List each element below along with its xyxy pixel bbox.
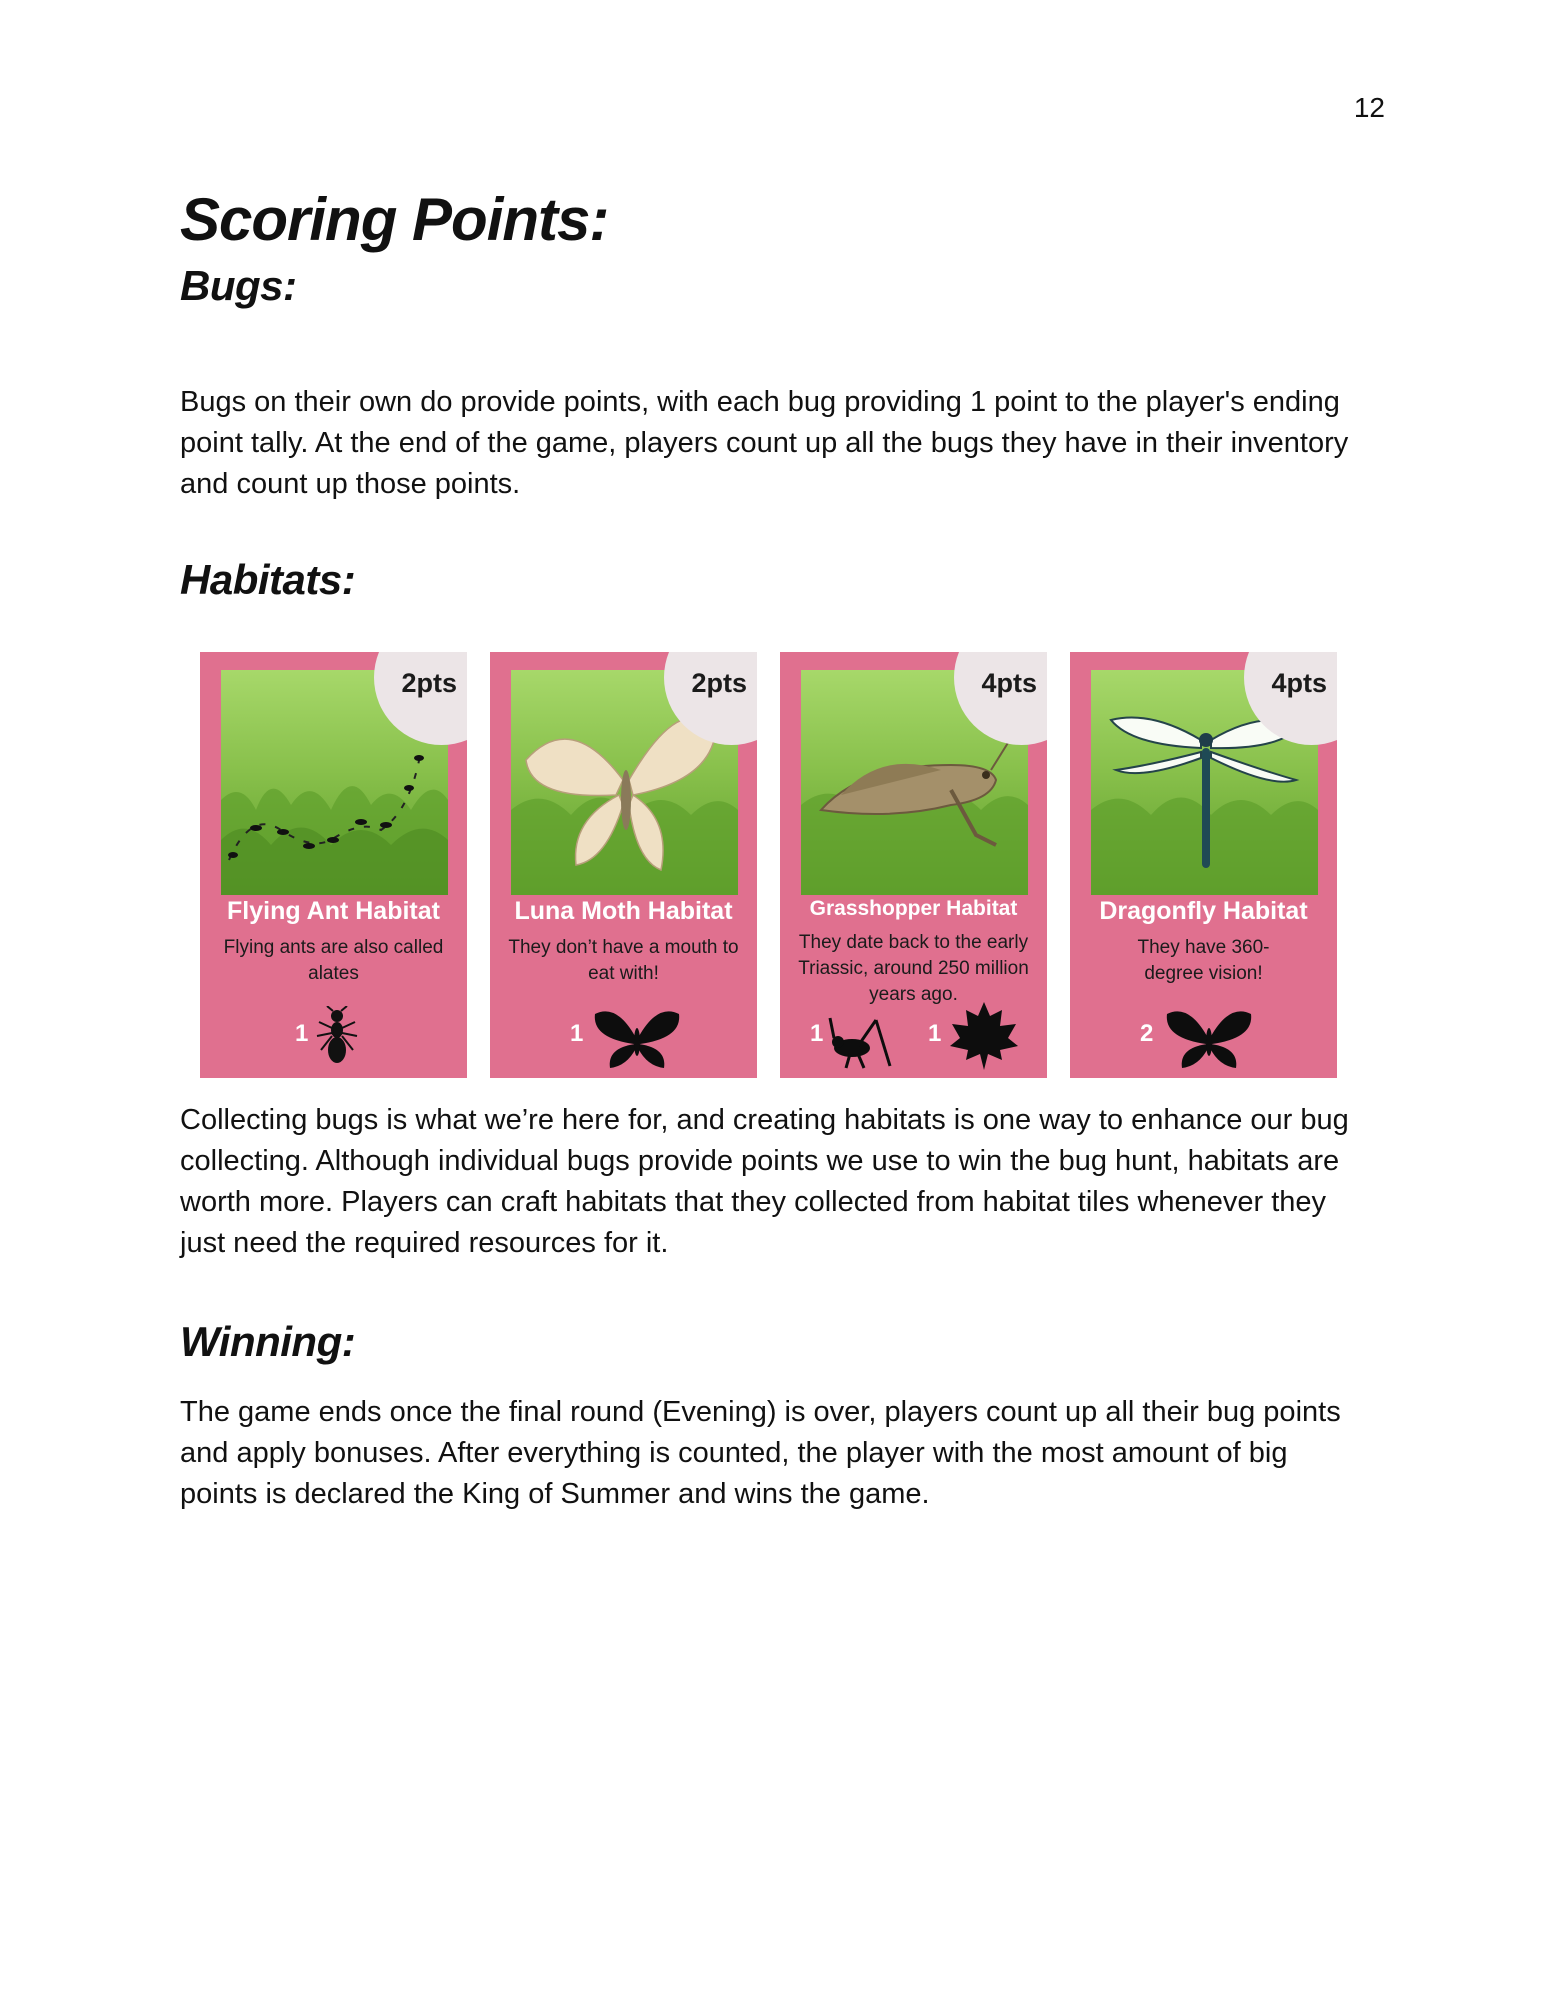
butterfly-icon: [592, 1008, 682, 1070]
card-requirements: [570, 1000, 690, 1070]
winning-paragraph: The game ends once the final round (Evening) is over, players count up all their bug points and apply bonuses. After everything is counted, the player with the most amount of big points is declared the King of Summer and wins the game.: [180, 1396, 1341, 1510]
card-points: 4pts: [981, 668, 1037, 698]
card-name: Flying Ant Habitat: [227, 897, 440, 925]
card-points: 2pts: [691, 668, 747, 698]
requirement-count: 1: [570, 1020, 584, 1047]
habitats-heading: Habitats:: [180, 556, 356, 603]
requirement-count: 2: [1140, 1020, 1154, 1047]
card-points: 4pts: [1271, 668, 1327, 698]
card-points: 2pts: [401, 668, 457, 698]
winning-heading: Winning:: [180, 1318, 356, 1365]
bugs-paragraph: Bugs on their own do provide points, with each bug providing 1 point to the player's ending point tally. At the end of the game, players count up all the bugs they have in their inventory and count up those points.: [180, 386, 1349, 500]
requirement-count: 1: [295, 1020, 309, 1047]
card-name: Luna Moth Habitat: [514, 897, 733, 925]
requirement-count: 1: [810, 1020, 824, 1047]
card-description: They don’t have a mouth to eat with!: [508, 937, 739, 984]
card-description: They date back to the early Triassic, around 250 million years ago.: [798, 932, 1029, 1005]
card-name: Dragonfly Habitat: [1099, 897, 1308, 925]
habitats-paragraph: Collecting bugs is what we’re here for, and creating habitats is one way to enhance our bug collecting. Although individual bugs provide points we use to win the bug hunt, habitats are worth more. Players can craft habitats that they collected from habitat tiles whenever they just need the required resources for it.: [180, 1104, 1349, 1259]
butterfly-icon: [1164, 1008, 1254, 1070]
habitat-card-flying-ant: [200, 652, 467, 1078]
card-name: Grasshopper Habitat: [809, 897, 1018, 920]
ant-icon: [313, 1006, 361, 1070]
habitat-card-luna-moth: [490, 652, 757, 1078]
card-description: Flying ants are also called alates: [223, 937, 444, 984]
card-description: They have 360-degree vision!: [1137, 937, 1270, 984]
habitat-card-grasshopper: [780, 652, 1047, 1078]
page-number: 12: [1353, 92, 1385, 123]
requirement-count: 1: [928, 1020, 942, 1047]
grasshopper-icon: [828, 1014, 898, 1070]
bugs-heading: Bugs:: [180, 262, 297, 309]
leaf-icon: [948, 1000, 1020, 1070]
card-requirements: [1140, 1000, 1270, 1070]
card-requirements: [810, 1000, 1030, 1070]
card-requirements: [295, 1000, 395, 1070]
habitat-card-dragonfly: [1070, 652, 1337, 1078]
page-title: Scoring Points:: [180, 186, 609, 253]
